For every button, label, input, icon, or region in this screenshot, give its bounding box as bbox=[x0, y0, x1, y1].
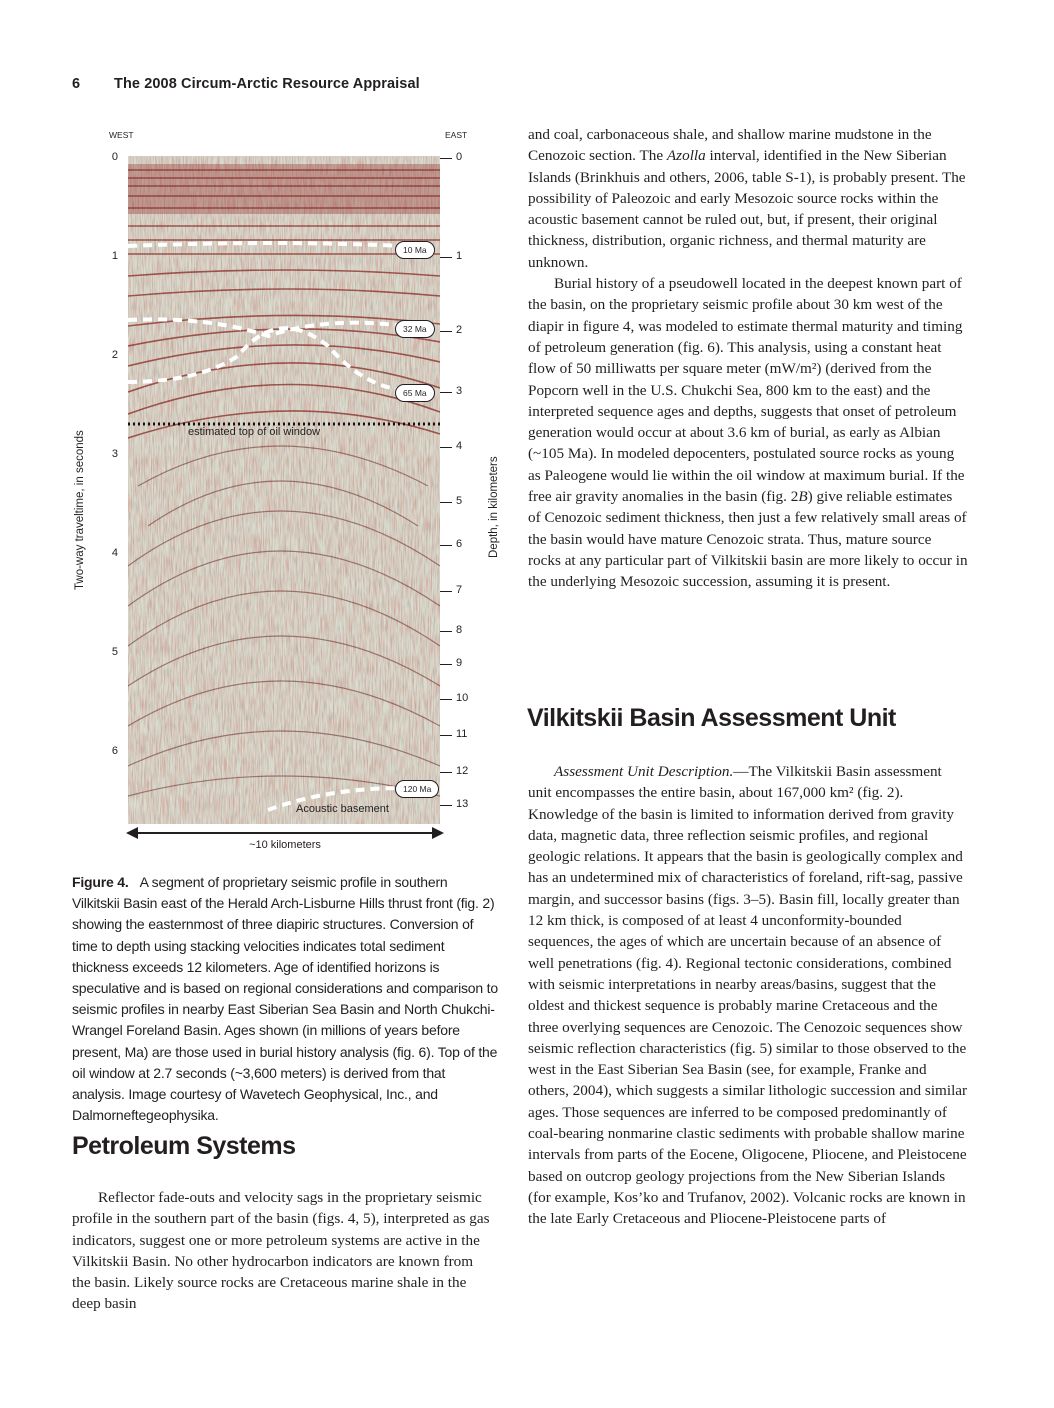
age-label-65ma: 65 Ma bbox=[395, 384, 435, 402]
age-label-32ma: 32 Ma bbox=[395, 320, 435, 338]
heading-petroleum-systems: Petroleum Systems bbox=[72, 1132, 296, 1160]
left-tick: 6 bbox=[111, 745, 118, 757]
paragraph: and coal, carbonaceous shale, and shallow marine mudstone in the Cenozoic section. The Azolla interval, identified in the New Siberian Islands (Brinkhuis and others, 2006, table S-1), is probably present. The possibility of Paleozoic and early Mesozoic source rocks within the acoustic basement cannot be ruled out, but, if present, their original thickness, distribution, organic richness, and thermal maturity are unknown. bbox=[528, 126, 966, 271]
right-tick-mark bbox=[440, 699, 452, 700]
right-tick-mark bbox=[440, 664, 452, 665]
left-column-text bbox=[72, 1187, 492, 1315]
paragraph: Reflector fade-outs and velocity sags in the proprietary seismic profile in the southern part of the basin (figs. 4, 5), interpreted as gas indicators, suggest one or more petroleum systems are active in the Vilkitskii Basin. No other hydrocarbon indicators are known from the basin. Likely source rocks are Cretaceous marine shale in the deep basin bbox=[72, 1189, 490, 1313]
right-tick: 3 bbox=[456, 385, 463, 397]
caption-text: A segment of proprietary seismic profile in southern Vilkitskii Basin east of the Herald Arch-Lisburne Hills thrust front (fig. 2) showing the easternmost of three diapiric structures. Conversion of time to depth using stacking velocities indicates total sediment thickness exceeds 12 kilometers. Age of identified horizons is speculative and is based on regional considerations and comparison to seismic profiles in nearby East Siberian Sea Basin and North Chukchi-Wrangel Foreland Basin. Ages shown (in millions of years before present, Ma) are those used in burial history analysis (fig. 6). Top of the oil window at 2.7 seconds (~3,600 meters) is derived from that analysis. Image courtesy of Wavetech Geophysical, Inc., and Dalmorneftegeophysika. bbox=[72, 874, 498, 1124]
scale-label: ~10 kilometers bbox=[249, 839, 321, 851]
right-tick-mark bbox=[440, 331, 452, 332]
heading-vilkitskii-basin: Vilkitskii Basin Assessment Unit bbox=[527, 704, 896, 732]
scale-arrow bbox=[126, 826, 444, 840]
seismic-reflections bbox=[128, 156, 440, 824]
right-tick-mark bbox=[440, 591, 452, 592]
right-axis-label: Depth, in kilometers bbox=[488, 456, 500, 558]
right-tick: 0 bbox=[456, 151, 463, 163]
oil-window-label: estimated top of oil window bbox=[188, 426, 321, 438]
left-axis-label: Two-way traveltime, in seconds bbox=[74, 430, 86, 590]
left-tick: 0 bbox=[111, 151, 118, 163]
running-header bbox=[72, 76, 420, 92]
east-label: EAST bbox=[445, 130, 468, 140]
right-tick-mark bbox=[440, 735, 452, 736]
right-tick: 12 bbox=[456, 765, 469, 777]
left-tick: 5 bbox=[111, 646, 118, 658]
right-tick: 11 bbox=[456, 728, 468, 740]
right-tick-mark bbox=[440, 158, 452, 159]
right-tick-mark bbox=[440, 392, 452, 393]
acoustic-basement-label: Acoustic basement bbox=[296, 803, 389, 815]
page-number: 6 bbox=[72, 76, 81, 92]
age-label-120ma: 120 Ma bbox=[395, 780, 439, 798]
scale-bar bbox=[126, 826, 444, 858]
seismic-profile-image bbox=[128, 156, 440, 824]
right-tick: 8 bbox=[456, 624, 463, 636]
figure-4 bbox=[60, 120, 510, 865]
paragraph: Assessment Unit Description.—The Vilkitskii Basin assessment unit encompasses the entire basin, about 167,000 km² (fig. 2). Knowledge of the basin is limited to information derived from gravity data, magnetic data, three reflection seismic profiles, and regional geologic relations. It appears that the basin is geologically complex and has an undetermined mix of characteristics of foreland, rift-sag, passive margin, and successor basins (figs. 3–5). Basin fill, locally greater than 12 km thick, is composed of at least 4 unconformity-bounded sequences, the ages of which are uncertain because of an absence of well penetrations (fig. 4). Regional tectonic considerations, combined with seismic interpretations in nearby areas/basins, suggest that the oldest and thickest sequence is probably marine Cretaceous and the three overlying sequences are Cenozoic. The Cenozoic sequences show seismic reflection characteristics (fig. 5) similar to those observed to the west in the East Siberian Sea Basin (see, for example, Franke and others, 2004), which suggests a similar lithologic succession and similar ages. Those sequences are inferred to be composed predominantly of coal-bearing nonmarine clastic sediments with probable shallow marine intervals from parts of the Eocene, Oligocene, Pliocene, and Pleistocene based on outcrop geology projections from the New Siberian Islands (for example, Kos’ko and Trufanov, 2002). Volcanic rocks are known in the late Early Cretaceous and Pliocene-Pleistocene parts of bbox=[528, 763, 968, 1228]
left-tick: 2 bbox=[111, 349, 118, 361]
right-tick: 1 bbox=[456, 250, 463, 262]
caption-label: Figure 4. bbox=[72, 874, 129, 890]
running-title: The 2008 Circum-Arctic Resource Appraisal bbox=[114, 76, 420, 92]
right-tick: 10 bbox=[456, 692, 469, 704]
right-tick: 2 bbox=[456, 324, 463, 336]
figure-caption bbox=[72, 872, 498, 1126]
right-tick: 5 bbox=[456, 495, 463, 507]
right-tick: 6 bbox=[456, 538, 463, 550]
right-tick-mark bbox=[440, 631, 452, 632]
age-label-10ma: 10 Ma bbox=[395, 241, 435, 259]
right-tick-mark bbox=[440, 545, 452, 546]
right-tick: 9 bbox=[456, 657, 463, 669]
right-tick-mark bbox=[440, 257, 452, 258]
left-tick: 1 bbox=[111, 250, 118, 262]
right-tick-mark bbox=[440, 447, 452, 448]
right-tick-mark bbox=[440, 502, 452, 503]
paragraph: Burial history of a pseudowell located in the deepest known part of the basin, on the proprietary seismic profile about 30 km west of the diapir in figure 4, was modeled to estimate thermal maturity and timing of petroleum generation (fig. 6). This analysis, using a constant heat flow of 50 milliwatts per square meter (mW/m²) (derived from the Popcorn well in the U.S. Chukchi Sea, 800 km to the east) and the interpreted sequence ages and depths, suggests that onset of petroleum generation would occur at about 3.6 km of burial, as early as Albian (~105 Ma). In modeled depocenters, postulated source rocks as young as Paleogene would lie within the oil window at maximum burial. If the free air gravity anomalies in the basin (fig. 2B) give reliable estimates of Cenozoic sediment thickness, then just a few relatively small areas of the basin would have mature Cenozoic strata. Thus, mature source rocks at any particular part of Vilkitskii basin are more likely to occur in the underlying Mesozoic succession, assuming it is present. bbox=[528, 275, 968, 591]
left-tick: 4 bbox=[111, 547, 118, 559]
right-tick: 7 bbox=[456, 584, 463, 596]
right-tick-mark bbox=[440, 772, 452, 773]
right-column-text-2 bbox=[528, 761, 968, 1230]
right-column-text bbox=[528, 124, 968, 593]
right-tick: 4 bbox=[456, 440, 463, 452]
left-tick: 3 bbox=[111, 448, 118, 460]
west-label: WEST bbox=[109, 130, 134, 140]
right-tick-mark bbox=[440, 805, 452, 806]
right-tick: 13 bbox=[456, 798, 469, 810]
